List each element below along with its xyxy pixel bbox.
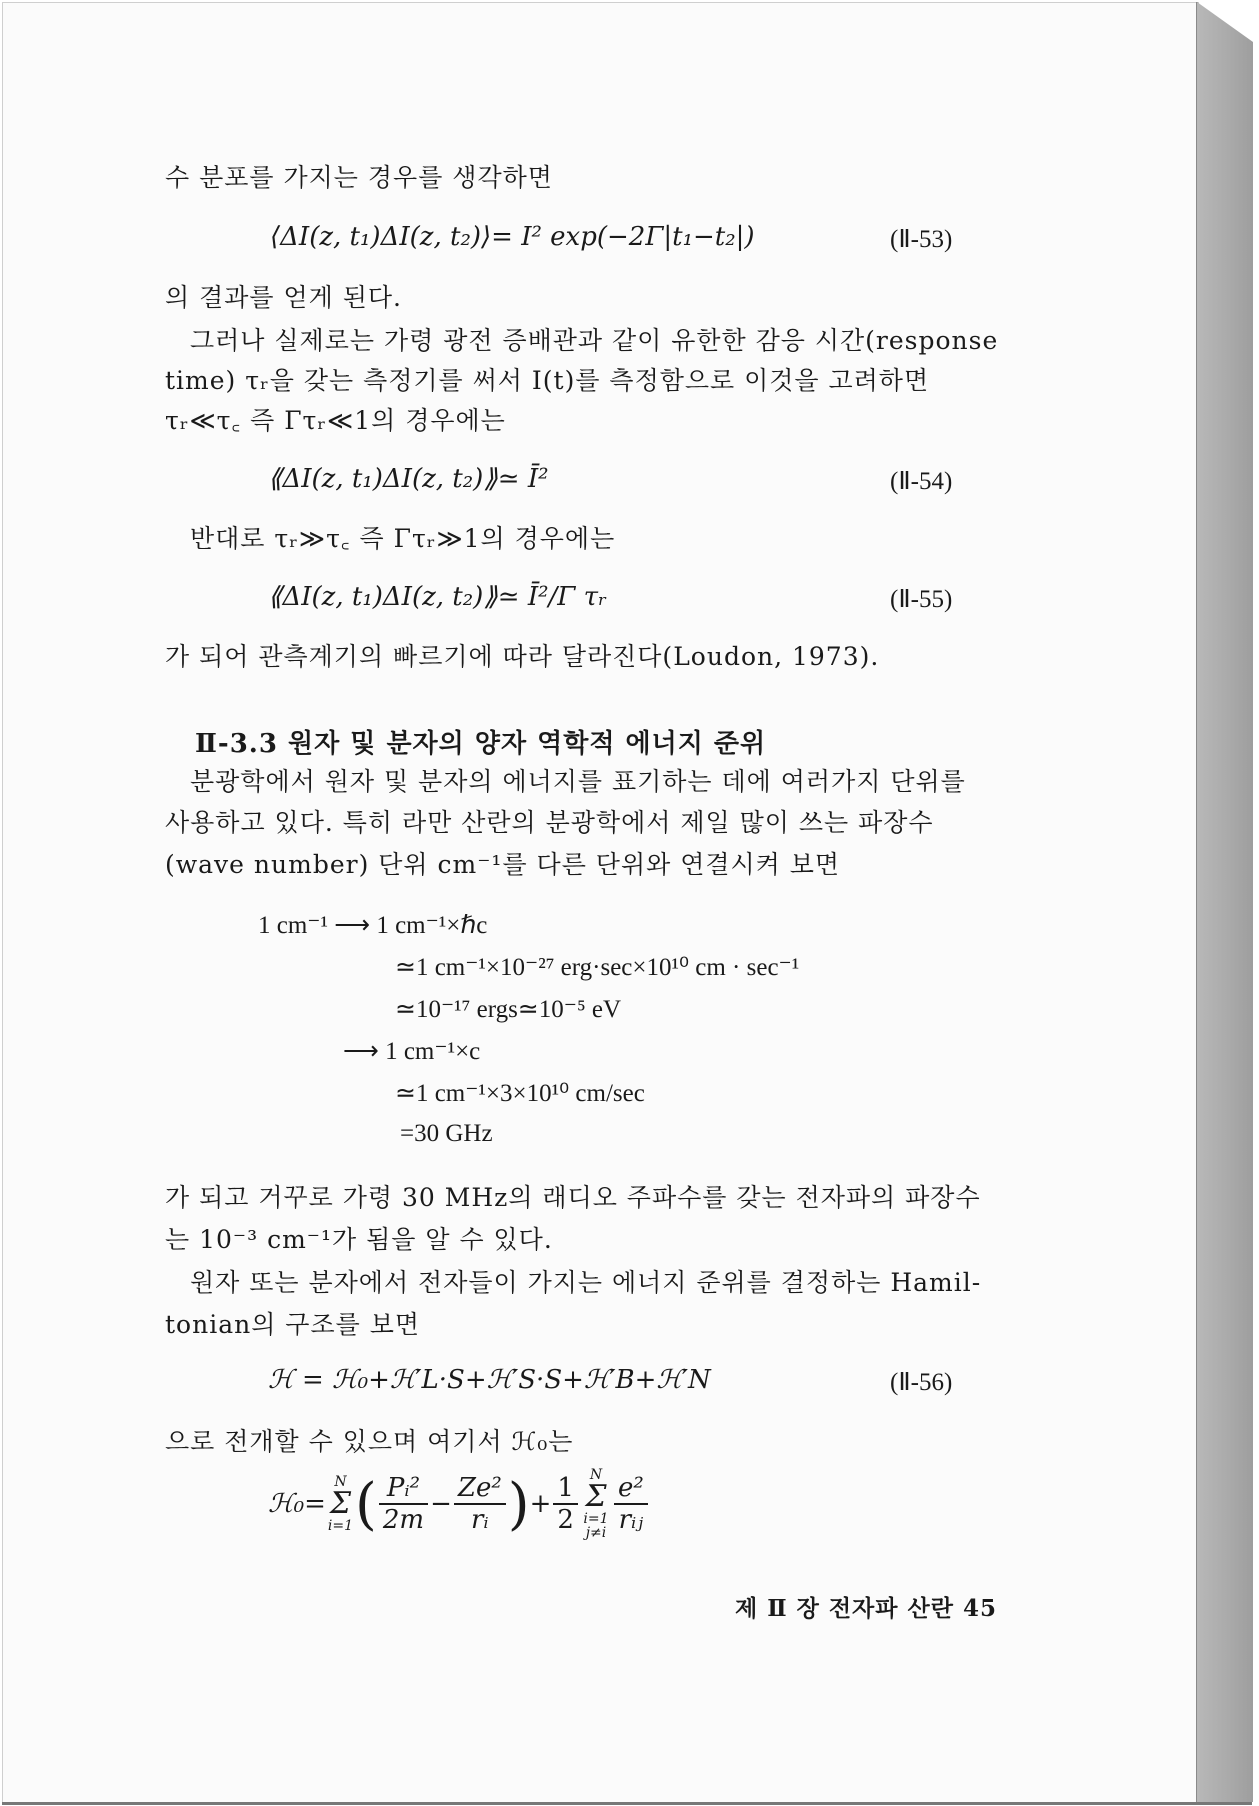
equation-h0 [268, 1468, 650, 1540]
page-bottom-edge [2, 1802, 1252, 1805]
text-line: τᵣ≪τ꜀ 즉 Γτᵣ≪1의 경우에는 [165, 406, 506, 435]
fraction [553, 1473, 578, 1535]
equation-56: ℋ = ℋ₀+ℋ′L·S+ℋ′S·S+ℋ′B+ℋ′N [268, 1365, 711, 1395]
text-line: 의 결과를 얻게 된다. [165, 283, 402, 312]
fraction [614, 1473, 648, 1535]
conversion-line: ⟶ 1 cm⁻¹×c [343, 1038, 481, 1065]
conversion-line: ≃10⁻¹⁷ ergs≃10⁻⁵ eV [395, 996, 622, 1023]
denominator: rᵢⱼ [618, 1505, 644, 1535]
conversion-line: =30 GHz [400, 1120, 493, 1147]
plus-sign: + [529, 1489, 552, 1519]
h0-lhs: ℋ₀= [268, 1489, 326, 1519]
fraction [454, 1473, 506, 1535]
text-line: 으로 전개할 수 있으며 여기서 ℋ₀는 [165, 1427, 574, 1456]
numerator: Pᵢ² [379, 1473, 428, 1505]
text-line: 가 되고 거꾸로 가령 30 MHz의 래디오 주파수를 갖는 전자파의 파장수 [165, 1183, 981, 1212]
sigma-icon: Σ [585, 1479, 607, 1514]
text-line: 는 10⁻³ cm⁻¹가 됨을 알 수 있다. [165, 1225, 553, 1254]
equation-54: ⟪ΔI(z, t₁)ΔI(z, t₂)⟫≃ Ī² [268, 464, 549, 494]
equation-55: ⟪ΔI(z, t₁)ΔI(z, t₂)⟫≃ Ī²/Γ τᵣ [268, 582, 608, 612]
text-line: 원자 또는 분자에서 전자들이 가지는 에너지 준위를 결정하는 Hamil- [190, 1268, 982, 1297]
sigma-icon: Σ [329, 1486, 352, 1521]
numerator: 1 [553, 1473, 578, 1505]
right-paren: ) [507, 1471, 530, 1537]
book-side [1197, 2, 1253, 1802]
numerator: e² [614, 1473, 648, 1505]
equation-number: (Ⅱ-55) [890, 586, 953, 613]
equation-number: (Ⅱ-56) [890, 1369, 953, 1396]
section-heading: Ⅱ-3.3 원자 및 분자의 양자 역학적 에너지 준위 [195, 729, 767, 759]
text-line: tonian의 구조를 보면 [165, 1310, 420, 1339]
minus-sign: − [430, 1489, 452, 1519]
text-line: 수 분포를 가지는 경우를 생각하면 [165, 163, 553, 192]
conversion-line: 1 cm⁻¹ ⟶ 1 cm⁻¹×ℏc [258, 912, 488, 939]
sum-upper: N [334, 1474, 347, 1490]
fraction [379, 1473, 428, 1535]
text-line: 반대로 τᵣ≫τ꜀ 즉 Γτᵣ≫1의 경우에는 [190, 524, 616, 553]
summation-symbol [582, 1468, 610, 1540]
summation-symbol [328, 1475, 353, 1533]
conversion-line: ≃1 cm⁻¹×10⁻²⁷ erg·sec×10¹⁰ cm · sec⁻¹ [395, 954, 800, 981]
denominator: 2m [382, 1505, 425, 1535]
sum-lower: i=1 [327, 1518, 354, 1534]
text-line: 사용하고 있다. 특히 라만 산란의 분광학에서 제일 많이 쓰는 파장수 [165, 808, 934, 837]
page-footer: 제 Ⅱ 장 전자파 산란 45 [735, 1595, 997, 1622]
denominator: 2 [557, 1505, 574, 1535]
equation-number: (Ⅱ-53) [890, 226, 953, 253]
text-line: time) τᵣ을 갖는 측정기를 써서 I(t)를 측정함으로 이것을 고려하면 [165, 366, 930, 395]
equation-number: (Ⅱ-54) [890, 468, 953, 495]
text-line: 그러나 실제로는 가령 광전 증배관과 같이 유한한 감응 시간(response [190, 326, 999, 355]
numerator: Ze² [454, 1473, 506, 1505]
sum-lower: i=1 j≠i [583, 1511, 609, 1541]
conversion-line: ≃1 cm⁻¹×3×10¹⁰ cm/sec [395, 1080, 645, 1107]
text-line: 가 되어 관측계기의 빠르기에 따라 달라진다(Loudon, 1973). [165, 642, 880, 671]
sum-upper: N [589, 1467, 603, 1483]
left-paren: ( [355, 1471, 377, 1537]
text-line: (wave number) 단위 cm⁻¹를 다른 단위와 연결시켜 보면 [165, 850, 841, 879]
denominator: rᵢ [470, 1505, 489, 1535]
text-line: 분광학에서 원자 및 분자의 에너지를 표기하는 데에 여러가지 단위를 [190, 767, 966, 796]
equation-53: ⟨ΔI(z, t₁)ΔI(z, t₂)⟩= I² exp(−2Γ|t₁−t₂|) [270, 222, 755, 252]
